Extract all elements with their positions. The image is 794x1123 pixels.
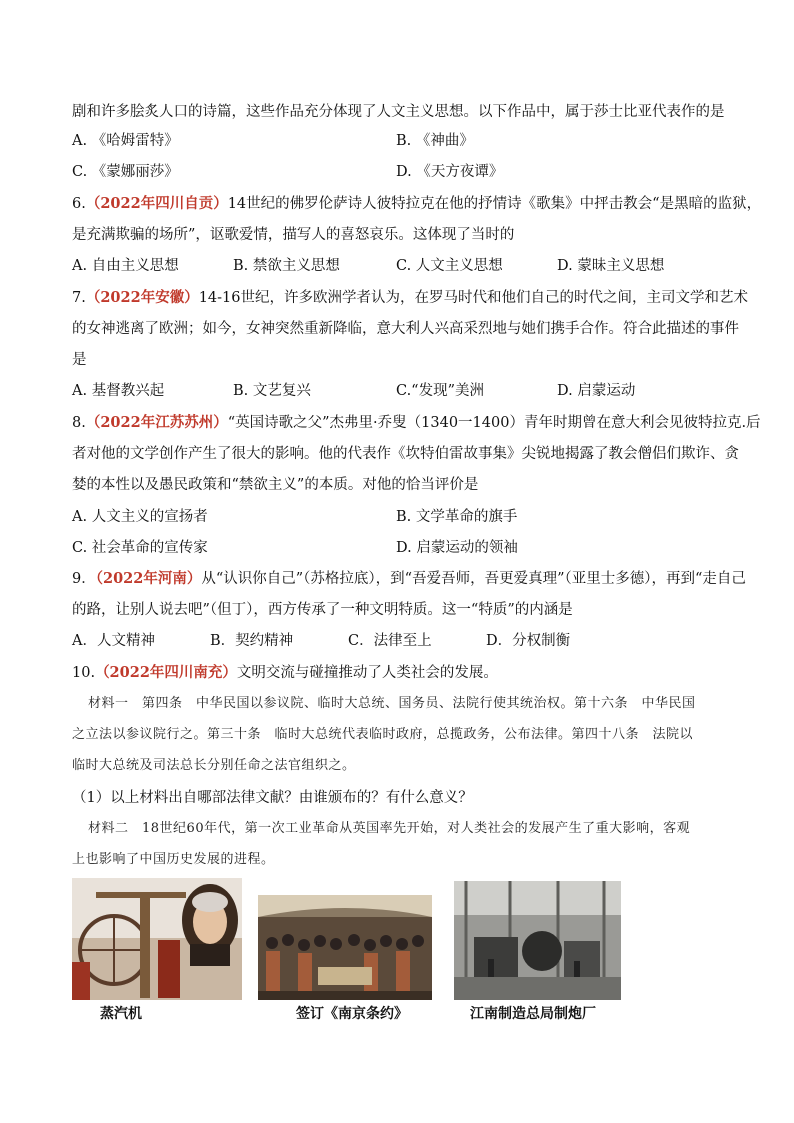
q8-option-a: A. 人文主义的宣扬者 <box>72 509 208 525</box>
q8-number: 8. <box>72 415 86 431</box>
q7-line-3: 是 <box>72 352 87 368</box>
q6-text-1: 14世纪的佛罗伦萨诗人彼特拉克在他的抒情诗《歌集》中抨击教会“是黑暗的监狱， <box>227 196 762 212</box>
q10-text-1: 文明交流与碰撞推动了人类社会的发展。 <box>236 665 498 681</box>
q10-source: （2022年四川南充） <box>95 664 237 681</box>
material-1-line-2: 之立法以参议院行之。第三十条 临时大总统代表临时政府，总揽政务，公布法律。第四十八条 法院以 <box>72 727 694 742</box>
q8-option-c: C. 社会革命的宣传家 <box>72 540 208 556</box>
q8-text-1: “英国诗歌之父”杰弗里·乔叟（1340一1400）青年时期曾在意大利会见彼特拉克.后 <box>227 415 761 431</box>
q8-line-1 <box>72 413 761 433</box>
q6-option-b: B. 禁欲主义思想 <box>233 258 340 274</box>
q8-line-2: 者对他的文学创作产生了很大的影响。他的代表作《坎特伯雷故事集》尖锐地揭露了教会僧侣们欺诈、贪 <box>72 446 739 462</box>
caption-steam-engine: 蒸汽机 <box>100 1006 142 1022</box>
steam-engine-image <box>72 878 242 1000</box>
q10-number: 10. <box>72 665 96 681</box>
q6-source: （2022年四川自贡） <box>85 195 228 212</box>
q5-option-d: D. 《天方夜谭》 <box>396 164 504 180</box>
q7-option-a: A. 基督教兴起 <box>72 383 165 399</box>
material-2-line-1: 材料二 18世纪60年代，第一次工业革命从英国率先开始，对人类社会的发展产生了重大影响，客观 <box>88 821 691 836</box>
q8-option-b: B. 文学革命的旗手 <box>396 509 518 525</box>
q9-option-d: D．分权制衡 <box>486 633 571 649</box>
q9-number: 9． <box>72 571 96 587</box>
material-1-line-1: 材料一 第四条 中华民国以参议院、临时大总统、国务员、法院行使其统治权。第十六条 中华民国 <box>88 696 696 711</box>
q8-source: （2022年江苏苏州） <box>85 414 228 431</box>
caption-jiangnan-arsenal: 江南制造总局制炮厂 <box>470 1006 596 1022</box>
q6-line-1 <box>72 194 761 214</box>
q9-line-2: 的路，让别人说去吧”（但丁），西方传承了一种文明特质。这一“特质”的内涵是 <box>72 602 573 618</box>
q7-source: （2022年安徽） <box>85 289 199 306</box>
q7-option-d: D. 启蒙运动 <box>557 383 636 399</box>
q8-line-3: 婪的本性以及愚民政策和“禁欲主义”的本质。对他的恰当评价是 <box>72 477 479 493</box>
q7-option-c: C.“发现”美洲 <box>396 383 485 399</box>
q9-line-1 <box>72 569 746 589</box>
q9-option-c: C．法律至上 <box>348 633 432 649</box>
material-2-line-2: 上也影响了中国历史发展的进程。 <box>72 852 275 867</box>
q6-option-c: C. 人文主义思想 <box>396 258 503 274</box>
q7-option-b: B. 文艺复兴 <box>233 383 311 399</box>
q6-number: 6. <box>72 196 86 212</box>
material-1-line-3: 临时大总统及司法总长分别任命之法官组织之。 <box>72 758 356 773</box>
q9-option-a: A．人文精神 <box>72 633 155 649</box>
q7-line-2: 的女神逃离了欧洲；如今，女神突然重新降临，意大利人兴高采烈地与她们携手合作。符合此描述的事件 <box>72 321 739 337</box>
jiangnan-arsenal-image <box>454 881 621 1000</box>
q7-number: 7. <box>72 290 86 306</box>
question-5-stem-end: 剧和许多脍炙人口的诗篇，这些作品充分体现了人文主义思想。以下作品中，属于莎士比亚代表作的是 <box>72 104 725 120</box>
q7-text-1: 14-16世纪，许多欧洲学者认为，在罗马时代和他们自己的时代之间，主司文学和艺术 <box>198 290 749 306</box>
q5-option-a: A. 《哈姆雷特》 <box>72 133 179 149</box>
treaty-of-nanking-image <box>258 895 432 1000</box>
caption-treaty-of-nanking: 签订《南京条约》 <box>296 1006 408 1022</box>
q9-source: （2022年河南） <box>95 570 202 587</box>
q5-option-b: B. 《神曲》 <box>396 133 474 149</box>
q9-text-1: 从“认识你自己”（苏格拉底），到“吾爱吾师，吾更爱真理”（亚里士多德），再到“走自己 <box>201 571 746 587</box>
q6-line-2: 是充满欺骗的场所”，讴歌爱情，描写人的喜怒哀乐。这体现了当时的 <box>72 227 515 243</box>
q10-line-1 <box>72 663 498 683</box>
q6-option-d: D. 蒙昧主义思想 <box>557 258 665 274</box>
q7-line-1 <box>72 288 748 308</box>
q9-option-b: B．契约精神 <box>210 633 294 649</box>
q8-option-d: D. 启蒙运动的领袖 <box>396 540 518 556</box>
q10-sub-question-1: （1）以上材料出自哪部法律文献？由谁颁布的？有什么意义？ <box>72 790 473 806</box>
q6-option-a: A. 自由主义思想 <box>72 258 179 274</box>
q5-option-c: C. 《蒙娜丽莎》 <box>72 164 179 180</box>
